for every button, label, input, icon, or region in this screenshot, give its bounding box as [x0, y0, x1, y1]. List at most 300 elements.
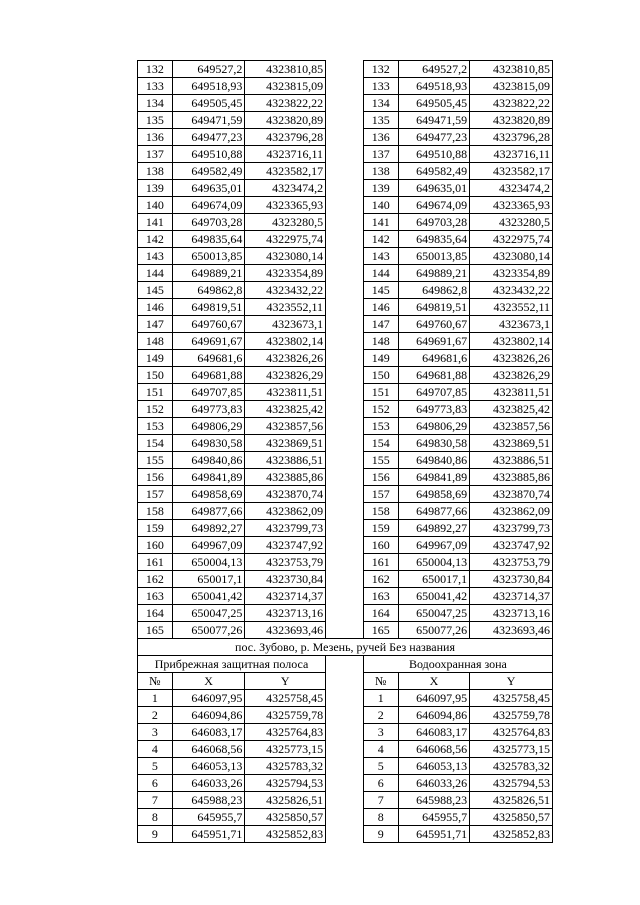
coordinates-table	[137, 60, 553, 843]
point-number: 139	[363, 180, 398, 197]
coord-x: 649691,67	[398, 333, 470, 350]
gap-cell	[326, 350, 364, 367]
table-row	[138, 180, 553, 197]
coord-y: 4323811,51	[470, 384, 553, 401]
coord-x: 649691,67	[172, 333, 245, 350]
coord-y: 4323862,09	[470, 503, 553, 520]
coord-y: 4323753,79	[470, 554, 553, 571]
coord-y: 4323885,86	[245, 469, 326, 486]
header-y: Y	[470, 673, 553, 690]
point-number: 141	[138, 214, 173, 231]
table-row	[138, 146, 553, 163]
coord-x: 645951,71	[172, 826, 245, 843]
point-number: 133	[363, 78, 398, 95]
coord-x: 646053,13	[172, 758, 245, 775]
coord-y: 4323354,89	[470, 265, 553, 282]
coord-x: 649703,28	[398, 214, 470, 231]
coord-x: 650017,1	[172, 571, 245, 588]
header-row	[138, 673, 553, 690]
point-number: 157	[363, 486, 398, 503]
gap-cell	[326, 384, 364, 401]
point-number: 146	[363, 299, 398, 316]
table-row	[138, 112, 553, 129]
coord-x: 649681,6	[172, 350, 245, 367]
point-number: 154	[363, 435, 398, 452]
point-number: 142	[363, 231, 398, 248]
coord-x: 650047,25	[398, 605, 470, 622]
coord-x: 650047,25	[172, 605, 245, 622]
coord-y: 4323280,5	[470, 214, 553, 231]
gap-cell	[326, 282, 364, 299]
coord-x: 649760,67	[172, 316, 245, 333]
point-number: 145	[363, 282, 398, 299]
coord-y: 4323862,09	[245, 503, 326, 520]
point-number: 150	[363, 367, 398, 384]
coord-x: 650013,85	[172, 248, 245, 265]
point-number: 149	[138, 350, 173, 367]
coord-x: 646033,26	[398, 775, 470, 792]
point-number: 8	[138, 809, 173, 826]
coord-y: 4323820,89	[245, 112, 326, 129]
gap-cell	[326, 775, 364, 792]
coord-x: 646068,56	[172, 741, 245, 758]
point-number: 136	[138, 129, 173, 146]
point-number: 164	[138, 605, 173, 622]
coord-x: 649674,09	[172, 197, 245, 214]
coord-x: 649477,23	[398, 129, 470, 146]
header-x: X	[398, 673, 470, 690]
coord-y: 4323885,86	[470, 469, 553, 486]
coord-x: 650041,42	[172, 588, 245, 605]
gap-cell	[326, 367, 364, 384]
coordinates-bottom-rows	[138, 690, 553, 843]
coord-x: 649835,64	[172, 231, 245, 248]
point-number: 157	[138, 486, 173, 503]
table-row	[138, 520, 553, 537]
coord-x: 646033,26	[172, 775, 245, 792]
coord-y: 4323802,14	[245, 333, 326, 350]
coord-y: 4323825,42	[245, 401, 326, 418]
point-number: 140	[138, 197, 173, 214]
table-row	[138, 435, 553, 452]
gap-cell	[326, 231, 364, 248]
coord-y: 4323822,22	[245, 95, 326, 112]
coord-x: 645988,23	[398, 792, 470, 809]
coord-x: 649471,59	[398, 112, 470, 129]
coord-x: 649510,88	[172, 146, 245, 163]
header-x: X	[172, 673, 245, 690]
coord-y: 4325773,15	[470, 741, 553, 758]
coord-y: 4323552,11	[470, 299, 553, 316]
point-number: 135	[138, 112, 173, 129]
point-number: 3	[138, 724, 173, 741]
coord-x: 645955,7	[398, 809, 470, 826]
coord-x: 645955,7	[172, 809, 245, 826]
coord-y: 4325764,83	[245, 724, 326, 741]
gap-cell	[326, 333, 364, 350]
point-number: 3	[363, 724, 398, 741]
coord-x: 645988,23	[172, 792, 245, 809]
table-row	[138, 129, 553, 146]
coord-y: 4323799,73	[245, 520, 326, 537]
coord-x: 649582,49	[398, 163, 470, 180]
point-number: 148	[138, 333, 173, 350]
point-number: 7	[138, 792, 173, 809]
coord-y: 4323825,42	[470, 401, 553, 418]
coord-x: 649505,45	[172, 95, 245, 112]
table-row	[138, 503, 553, 520]
table-row	[138, 707, 553, 724]
coord-x: 649527,2	[398, 61, 470, 78]
coord-y: 4323432,22	[470, 282, 553, 299]
coord-x: 649840,86	[172, 452, 245, 469]
point-number: 138	[363, 163, 398, 180]
coord-x: 650013,85	[398, 248, 470, 265]
gap-cell	[326, 690, 364, 707]
coord-y: 4325852,83	[245, 826, 326, 843]
gap-cell	[326, 809, 364, 826]
table-row	[138, 775, 553, 792]
coord-y: 4323693,46	[470, 622, 553, 639]
table-row	[138, 571, 553, 588]
coord-y: 4323810,85	[245, 61, 326, 78]
table-row	[138, 792, 553, 809]
table-row	[138, 605, 553, 622]
coord-x: 649674,09	[398, 197, 470, 214]
gap-cell	[326, 622, 364, 639]
coord-x: 649967,09	[172, 537, 245, 554]
zone-label-row	[138, 656, 553, 673]
coord-x: 649877,66	[398, 503, 470, 520]
coord-x: 649477,23	[172, 129, 245, 146]
coord-y: 4323730,84	[245, 571, 326, 588]
table-row	[138, 809, 553, 826]
point-number: 156	[363, 469, 398, 486]
coord-y: 4323582,17	[245, 163, 326, 180]
coord-y: 4325759,78	[245, 707, 326, 724]
gap-cell	[326, 248, 364, 265]
table-row	[138, 248, 553, 265]
coord-y: 4325852,83	[470, 826, 553, 843]
table-row	[138, 333, 553, 350]
coord-x: 649773,83	[398, 401, 470, 418]
point-number: 143	[138, 248, 173, 265]
point-number: 151	[363, 384, 398, 401]
coord-y: 4323753,79	[245, 554, 326, 571]
point-number: 160	[363, 537, 398, 554]
point-number: 152	[363, 401, 398, 418]
point-number: 1	[138, 690, 173, 707]
coord-y: 4323730,84	[470, 571, 553, 588]
table-row	[138, 282, 553, 299]
coord-x: 650077,26	[172, 622, 245, 639]
table-row	[138, 401, 553, 418]
gap-cell	[326, 503, 364, 520]
coord-y: 4323432,22	[245, 282, 326, 299]
section-title-row	[138, 639, 553, 656]
coord-y: 4323582,17	[470, 163, 553, 180]
coord-y: 4323080,14	[470, 248, 553, 265]
point-number: 134	[363, 95, 398, 112]
coord-x: 649840,86	[398, 452, 470, 469]
coord-x: 649806,29	[172, 418, 245, 435]
table-row	[138, 163, 553, 180]
coord-y: 4325764,83	[470, 724, 553, 741]
gap-cell	[326, 537, 364, 554]
coord-x: 645951,71	[398, 826, 470, 843]
point-number: 144	[138, 265, 173, 282]
point-number: 148	[363, 333, 398, 350]
gap-cell	[326, 95, 364, 112]
coord-y: 4323365,93	[470, 197, 553, 214]
coord-x: 649527,2	[172, 61, 245, 78]
coord-y: 4325759,78	[470, 707, 553, 724]
coord-y: 4323713,16	[245, 605, 326, 622]
table-row	[138, 265, 553, 282]
coord-y: 4323747,92	[245, 537, 326, 554]
coord-y: 4325794,53	[470, 775, 553, 792]
coord-x: 650004,13	[172, 554, 245, 571]
coord-y: 4323869,51	[245, 435, 326, 452]
table-row	[138, 316, 553, 333]
gap-cell	[326, 758, 364, 775]
table-row	[138, 741, 553, 758]
point-number: 139	[138, 180, 173, 197]
point-number: 132	[138, 61, 173, 78]
table-row	[138, 384, 553, 401]
gap-cell	[326, 826, 364, 843]
coord-y: 4323716,11	[245, 146, 326, 163]
table-row	[138, 469, 553, 486]
table-row	[138, 537, 553, 554]
point-number: 162	[138, 571, 173, 588]
coord-y: 4323810,85	[470, 61, 553, 78]
point-number: 151	[138, 384, 173, 401]
coord-y: 4323714,37	[470, 588, 553, 605]
point-number: 7	[363, 792, 398, 809]
gap-cell	[326, 673, 364, 690]
gap-cell	[326, 180, 364, 197]
point-number: 2	[363, 707, 398, 724]
point-number: 161	[138, 554, 173, 571]
coord-x: 650041,42	[398, 588, 470, 605]
coord-x: 649681,6	[398, 350, 470, 367]
gap-cell	[326, 418, 364, 435]
coord-y: 4323673,1	[245, 316, 326, 333]
point-number: 159	[363, 520, 398, 537]
table-row	[138, 231, 553, 248]
gap-cell	[326, 265, 364, 282]
coord-y: 4323747,92	[470, 537, 553, 554]
coord-x: 649510,88	[398, 146, 470, 163]
coastal-strip-label: Прибрежная защитная полоса	[138, 656, 326, 673]
gap-cell	[326, 554, 364, 571]
coord-y: 4323552,11	[245, 299, 326, 316]
gap-cell	[326, 571, 364, 588]
coord-y: 4325850,57	[470, 809, 553, 826]
coord-y: 4323713,16	[470, 605, 553, 622]
gap-cell	[326, 61, 364, 78]
gap-cell	[326, 520, 364, 537]
coord-x: 649967,09	[398, 537, 470, 554]
coord-y: 4323826,29	[245, 367, 326, 384]
coord-x: 649819,51	[398, 299, 470, 316]
table-row	[138, 95, 553, 112]
coord-x: 649635,01	[398, 180, 470, 197]
point-number: 149	[363, 350, 398, 367]
coord-x: 646083,17	[398, 724, 470, 741]
coord-y: 4323796,28	[470, 129, 553, 146]
point-number: 144	[363, 265, 398, 282]
table-row	[138, 452, 553, 469]
coord-x: 649835,64	[398, 231, 470, 248]
coord-x: 649877,66	[172, 503, 245, 520]
coord-x: 649892,27	[398, 520, 470, 537]
coord-x: 646083,17	[172, 724, 245, 741]
gap-cell	[326, 78, 364, 95]
coord-x: 650017,1	[398, 571, 470, 588]
point-number: 147	[138, 316, 173, 333]
coord-x: 649819,51	[172, 299, 245, 316]
point-number: 165	[363, 622, 398, 639]
table-row	[138, 418, 553, 435]
coord-x: 649830,58	[398, 435, 470, 452]
coord-y: 4325773,15	[245, 741, 326, 758]
gap-cell	[326, 112, 364, 129]
point-number: 165	[138, 622, 173, 639]
coord-x: 649806,29	[398, 418, 470, 435]
coord-y: 4325758,45	[245, 690, 326, 707]
gap-cell	[326, 588, 364, 605]
coord-x: 649889,21	[172, 265, 245, 282]
coord-y: 4323815,09	[470, 78, 553, 95]
coord-y: 4323080,14	[245, 248, 326, 265]
coord-x: 649471,59	[172, 112, 245, 129]
point-number: 147	[363, 316, 398, 333]
point-number: 137	[138, 146, 173, 163]
point-number: 161	[363, 554, 398, 571]
point-number: 158	[138, 503, 173, 520]
point-number: 132	[363, 61, 398, 78]
table-row	[138, 758, 553, 775]
point-number: 134	[138, 95, 173, 112]
coord-y: 4323474,2	[245, 180, 326, 197]
point-number: 150	[138, 367, 173, 384]
coord-y: 4325826,51	[470, 792, 553, 809]
coord-x: 649862,8	[398, 282, 470, 299]
point-number: 163	[363, 588, 398, 605]
coord-y: 4323714,37	[245, 588, 326, 605]
point-number: 164	[363, 605, 398, 622]
coord-y: 4323280,5	[245, 214, 326, 231]
point-number: 143	[363, 248, 398, 265]
coord-y: 4323870,74	[245, 486, 326, 503]
table-row	[138, 61, 553, 78]
coord-x: 650077,26	[398, 622, 470, 639]
point-number: 5	[363, 758, 398, 775]
gap-cell	[326, 656, 364, 673]
gap-cell	[326, 452, 364, 469]
coord-x: 646097,95	[172, 690, 245, 707]
table-row	[138, 78, 553, 95]
coord-y: 4323796,28	[245, 129, 326, 146]
water-protection-zone-label: Водоохранная зона	[363, 656, 552, 673]
table-row	[138, 554, 553, 571]
table-row	[138, 367, 553, 384]
gap-cell	[326, 435, 364, 452]
table-row	[138, 622, 553, 639]
coord-x: 646053,13	[398, 758, 470, 775]
coord-x: 649518,93	[172, 78, 245, 95]
point-number: 9	[138, 826, 173, 843]
point-number: 163	[138, 588, 173, 605]
coord-x: 646097,95	[398, 690, 470, 707]
coord-x: 649858,69	[172, 486, 245, 503]
point-number: 6	[363, 775, 398, 792]
point-number: 136	[363, 129, 398, 146]
coord-y: 4323354,89	[245, 265, 326, 282]
coord-y: 4323673,1	[470, 316, 553, 333]
point-number: 159	[138, 520, 173, 537]
coord-x: 649707,85	[172, 384, 245, 401]
point-number: 152	[138, 401, 173, 418]
coord-y: 4325783,32	[470, 758, 553, 775]
gap-cell	[326, 401, 364, 418]
coord-y: 4323857,56	[245, 418, 326, 435]
header-number: №	[363, 673, 398, 690]
point-number: 4	[138, 741, 173, 758]
coordinates-top-rows	[138, 61, 553, 639]
coord-y: 4323811,51	[245, 384, 326, 401]
point-number: 5	[138, 758, 173, 775]
coord-x: 649582,49	[172, 163, 245, 180]
coord-y: 4323826,26	[470, 350, 553, 367]
gap-cell	[326, 707, 364, 724]
gap-cell	[326, 197, 364, 214]
table-row	[138, 724, 553, 741]
point-number: 140	[363, 197, 398, 214]
gap-cell	[326, 316, 364, 333]
point-number: 137	[363, 146, 398, 163]
point-number: 153	[363, 418, 398, 435]
header-number: №	[138, 673, 173, 690]
point-number: 162	[363, 571, 398, 588]
gap-cell	[326, 299, 364, 316]
coord-y: 4323857,56	[470, 418, 553, 435]
coord-x: 649518,93	[398, 78, 470, 95]
coord-x: 649760,67	[398, 316, 470, 333]
section-title: пос. Зубово, р. Мезень, ручей Без названия	[138, 639, 553, 656]
point-number: 4	[363, 741, 398, 758]
gap-cell	[326, 214, 364, 231]
point-number: 153	[138, 418, 173, 435]
coord-x: 649635,01	[172, 180, 245, 197]
header-y: Y	[245, 673, 326, 690]
coord-y: 4323886,51	[470, 452, 553, 469]
coord-x: 646094,86	[398, 707, 470, 724]
gap-cell	[326, 792, 364, 809]
coord-x: 649703,28	[172, 214, 245, 231]
table-row	[138, 350, 553, 367]
coord-y: 4323826,26	[245, 350, 326, 367]
coord-x: 649841,89	[398, 469, 470, 486]
point-number: 158	[363, 503, 398, 520]
point-number: 2	[138, 707, 173, 724]
coord-x: 646068,56	[398, 741, 470, 758]
point-number: 133	[138, 78, 173, 95]
point-number: 145	[138, 282, 173, 299]
point-number: 1	[363, 690, 398, 707]
